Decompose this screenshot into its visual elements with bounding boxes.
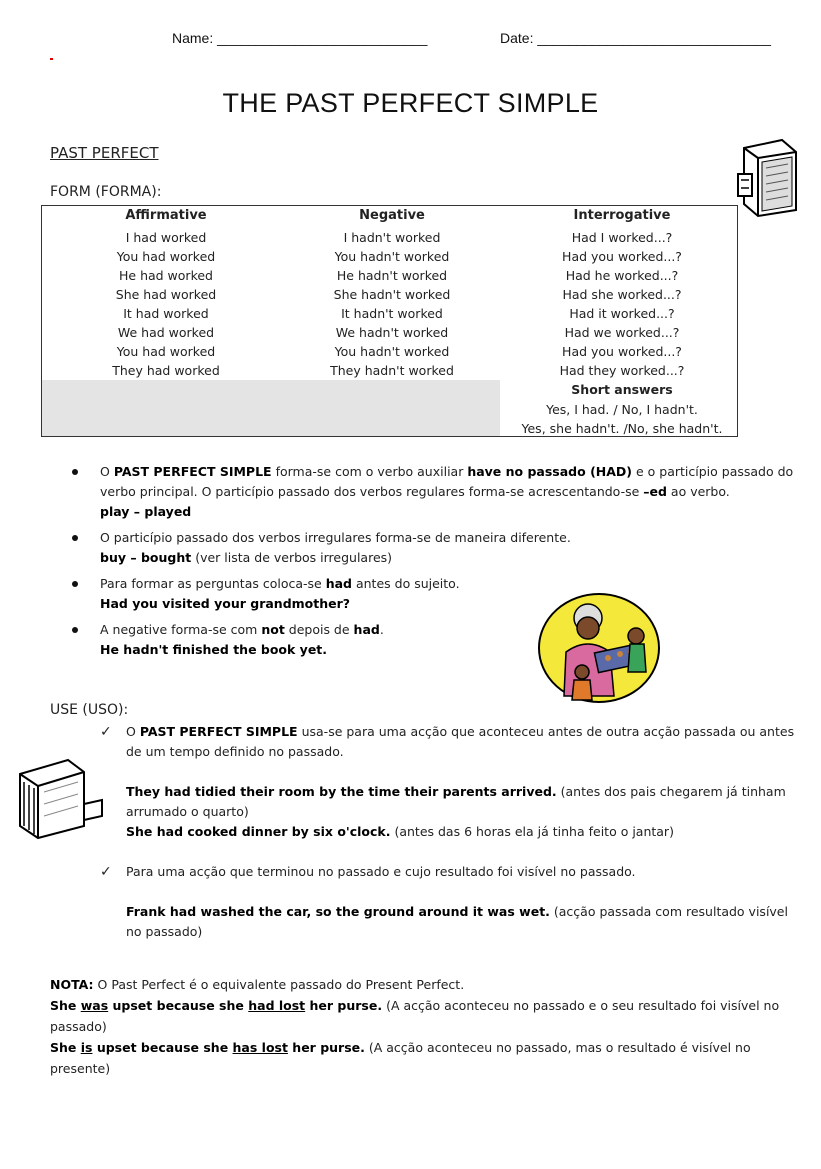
header — [0, 30, 821, 50]
example-line: buy – bought — [100, 550, 192, 565]
use-heading: USE (USO): — [50, 702, 129, 718]
table-row: Had I worked...? — [571, 230, 673, 245]
bullet-icon — [72, 581, 78, 587]
text: upset because she — [108, 998, 249, 1013]
table-row: Had they worked...? — [559, 363, 685, 378]
list-item — [100, 722, 802, 842]
text: She — [50, 1040, 81, 1055]
underlined-verb: is — [80, 1040, 93, 1055]
table-row: They had worked — [112, 363, 220, 378]
list-item — [100, 862, 802, 942]
list-item — [72, 528, 802, 568]
table-row: Had we worked...? — [564, 325, 680, 340]
text: Para uma acção que terminou no passado e cujo resultado foi visível no passado. — [126, 864, 636, 879]
table-row: Had he worked...? — [565, 268, 679, 283]
text: her purse. — [305, 998, 383, 1013]
example-line: Had you visited your grandmother? — [100, 596, 351, 611]
text: usa-se para uma acção que aconteceu antes de outra acção passada ou antes de um tempo definido no passado. — [126, 724, 795, 759]
text: . — [379, 622, 384, 637]
example-line: He hadn't finished the book yet. — [100, 642, 328, 657]
example-sentence — [50, 1037, 802, 1079]
table-row: She hadn't worked — [333, 287, 451, 302]
text: O — [100, 464, 114, 479]
table-row: You hadn't worked — [334, 344, 450, 359]
example-note: (A acção aconteceu no passado, mas o resultado é visível no presente) — [50, 1040, 751, 1076]
term: not — [261, 622, 285, 637]
section-heading: PAST PERFECT — [50, 144, 159, 162]
bullet-icon — [72, 627, 78, 633]
list-item — [72, 462, 802, 522]
list-item — [72, 620, 802, 660]
example-sentence — [50, 995, 802, 1037]
text: ao verbo. — [666, 484, 730, 499]
name-field[interactable]: Name: ___________________________ — [172, 30, 428, 46]
term: PAST PERFECT SIMPLE — [139, 724, 298, 739]
short-answers-header: Short answers — [571, 382, 673, 397]
table-row: I hadn't worked — [343, 230, 441, 245]
form-heading: FORM (FORMA): — [50, 184, 162, 200]
text: O Past Perfect é o equivalente passado do Present Perfect. — [93, 977, 465, 992]
text: A negative forma-se com — [100, 622, 262, 637]
text: her purse. — [287, 1040, 365, 1055]
example-note: (A acção aconteceu no passado e o seu resultado foi visível no passado) — [50, 998, 780, 1034]
table-row: You hadn't worked — [334, 249, 450, 264]
date-field[interactable]: Date: ______________________________ — [500, 30, 771, 46]
table-row: You had worked — [116, 249, 216, 264]
checkmark-icon: ✓ — [100, 724, 112, 740]
bullet-icon — [72, 535, 78, 541]
book-icon — [736, 138, 802, 218]
term: –ed — [643, 484, 667, 499]
example-note: (antes dos pais chegarem já tinham arrumado o quarto) — [126, 784, 786, 819]
red-mark — [50, 58, 53, 60]
grandmother-cookies-illustration — [536, 592, 662, 704]
form-notes — [72, 462, 802, 666]
text: antes do sujeito. — [352, 576, 460, 591]
text: upset because she — [92, 1040, 233, 1055]
underlined-verb: was — [80, 998, 109, 1013]
table-row: You had worked — [116, 344, 216, 359]
table-row: She had worked — [115, 287, 217, 302]
affirmative-column — [66, 206, 266, 380]
term: had — [325, 576, 352, 591]
table-row: He had worked — [119, 268, 213, 283]
table-row: Yes, she hadn't. /No, she hadn't. — [521, 421, 723, 436]
table-row: We hadn't worked — [335, 325, 449, 340]
term: PAST PERFECT SIMPLE — [113, 464, 272, 479]
table-row: Had it worked...? — [569, 306, 675, 321]
interrogative-column — [512, 206, 732, 438]
table-row: Had you worked...? — [562, 249, 682, 264]
table-row: I had worked — [125, 230, 207, 245]
underlined-verb: has lost — [232, 1040, 288, 1055]
bullet-icon — [72, 469, 78, 475]
column-header: Negative — [359, 208, 425, 223]
term: have no passado (HAD) — [467, 464, 633, 479]
column-header: Interrogative — [573, 208, 671, 223]
example-line: She had cooked dinner by six o'clock. — [126, 824, 391, 839]
table-row: It hadn't worked — [341, 306, 443, 321]
column-header: Affirmative — [125, 208, 207, 223]
text: depois de — [284, 622, 354, 637]
example-note: (ver lista de verbos irregulares) — [191, 550, 393, 565]
table-row: They hadn't worked — [330, 363, 454, 378]
table-row: He hadn't worked — [336, 268, 448, 283]
text: e o particípio passado do verbo principal. O particípio passado dos verbos regulares forma-se acrescentando-se — [100, 464, 794, 499]
table-row: It had worked — [123, 306, 209, 321]
table-row: Yes, I had. / No, I hadn't. — [546, 402, 698, 417]
term: had — [353, 622, 380, 637]
conjugation-table — [41, 205, 738, 437]
example-note: (acção passada com resultado visível no passado) — [126, 904, 788, 939]
list-item — [72, 574, 802, 614]
text: O — [126, 724, 140, 739]
books-icon — [14, 756, 106, 840]
nota-label: NOTA: — [50, 977, 94, 992]
example-line: They had tidied their room by the time their parents arrived. — [126, 784, 557, 799]
nota-section — [50, 974, 802, 1079]
example-line: play – played — [100, 504, 192, 519]
example-note: (antes das 6 horas ela já tinha feito o jantar) — [390, 824, 674, 839]
checkmark-icon: ✓ — [100, 864, 112, 880]
text: forma-se com o verbo auxiliar — [271, 464, 468, 479]
page-title: THE PAST PERFECT SIMPLE — [222, 88, 599, 118]
table-row: Had she worked...? — [562, 287, 682, 302]
table-row: We had worked — [117, 325, 215, 340]
text: O particípio passado dos verbos irregulares forma-se de maneira diferente. — [100, 530, 571, 545]
table-row: Had you worked...? — [562, 344, 682, 359]
table-shaded-area — [42, 380, 500, 436]
use-notes — [100, 722, 802, 942]
underlined-verb: had lost — [248, 998, 306, 1013]
text: She — [50, 998, 81, 1013]
negative-column — [292, 206, 492, 380]
example-line: Frank had washed the car, so the ground around it was wet. — [126, 904, 550, 919]
text: Para formar as perguntas coloca-se — [100, 576, 326, 591]
